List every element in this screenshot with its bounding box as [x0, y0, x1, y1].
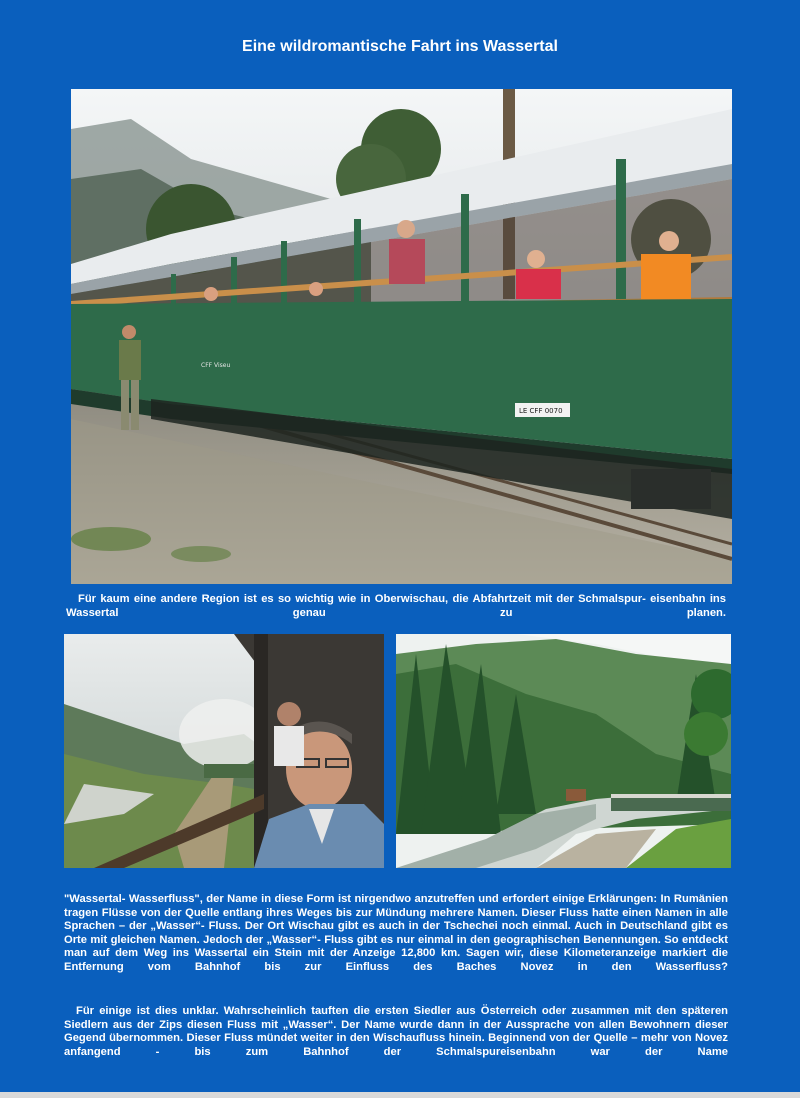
wagon-number-plate: LE CFF 0070 — [519, 407, 563, 415]
body-paragraph: Für einige ist dies unklar. Wahrscheinlich tauften die ersten Siedler aus Österreich oder zusammen mit den späteren Siedlern aus der Zips diesen Fluss mit „Wasser“. Der Name wurde dann in der Aussprache von allen Bewohnern dieser Gegend übernommen. Dieser Fluss mündet weiter in den Wischaufluss hinein. Beginnend von der Quelle – mehr von Novez anfangend - bis zum Bahnhof der Schmalspureisenbahn war der Name — [64, 1005, 728, 1058]
train-photo — [71, 89, 732, 584]
body-paragraph: "Wassertal- Wasserfluss", der Name in diese Form ist nirgendwo anzutreffen und erfordert einige Erklärungen: In Rumänien tragen Flüsse von der Quelle entlang ihres Weges bis zur Mündung mehrere Namen. Dieser Fluss hatte einen Namen in alle Sprachen – der „Wasser“- Fluss. Der Ort Wischau gibt es auch in der Tschechei noch einmal. Auch in Deutschland gibt es Orte mit gleichen Namen. Jedoch der „Wasser“- Fluss gibt es nur einmal in den geographischen Benennungen. So entdeckt man auf dem Weg ins Wassertal ein Stein mit der Anzeige 12,800 km. Sagen wir, diese Kilometeranzeige markiert die Entfernung vom Bahnhof bis zur Einfluss des Baches Novez in den Wasserfluss? — [64, 893, 728, 973]
wagon-lettering: CFF Viseu — [201, 362, 231, 369]
river-valley-photo — [396, 634, 731, 868]
page-bottom-bar — [0, 1092, 800, 1098]
page-title: Eine wildromantische Fahrt ins Wassertal — [242, 38, 558, 55]
passenger-window-photo — [64, 634, 384, 868]
train-photo-caption: Für kaum eine andere Region ist es so wichtig wie in Oberwischau, die Abfahrtzeit mit der Schmalspur- eisenbahn ins Wassertal genau zu planen. — [66, 593, 726, 619]
